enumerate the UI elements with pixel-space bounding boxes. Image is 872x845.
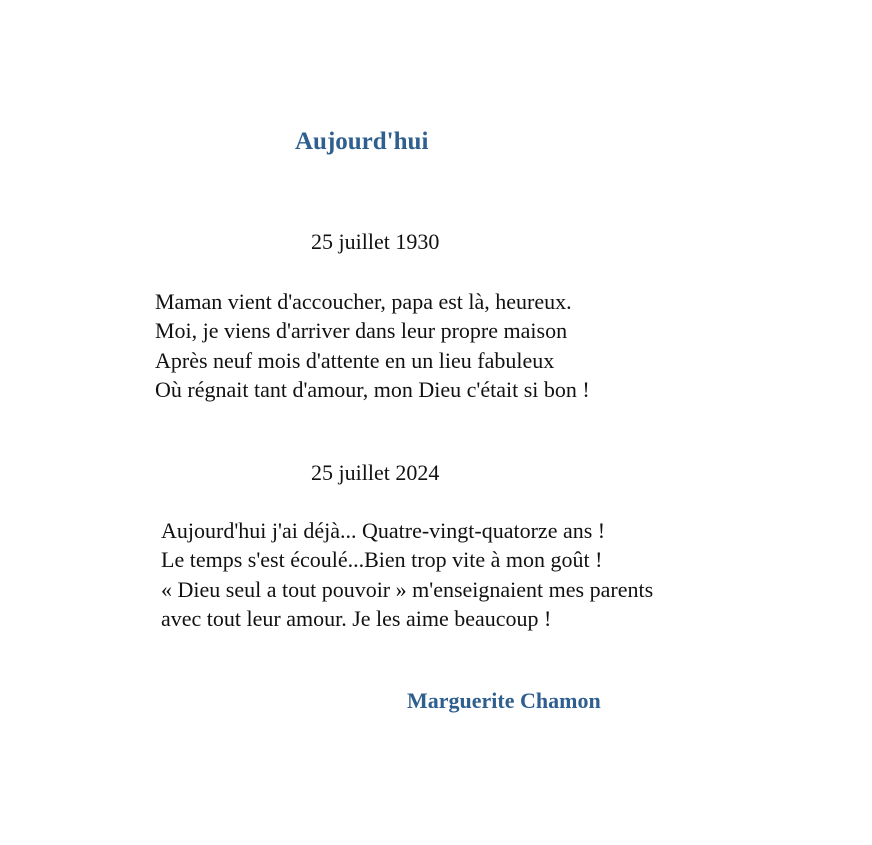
poem-line: Moi, je viens d'arriver dans leur propre maison bbox=[155, 318, 568, 344]
poem-line: Où régnait tant d'amour, mon Dieu c'était si bon ! bbox=[155, 376, 590, 402]
poem-line: Maman vient d'accoucher, papa est là, heureux. bbox=[155, 289, 572, 314]
stanza-1-date: 25 juillet 1930 bbox=[311, 229, 440, 254]
poem-line: Aujourd'hui j'ai déjà... Quatre-vingt-quatorze ans ! bbox=[161, 518, 606, 543]
poem-line: avec tout leur amour. Je les aime beaucoup ! bbox=[161, 605, 552, 631]
stanza-2-date: 25 juillet 2024 bbox=[311, 460, 440, 485]
stanza-2 bbox=[161, 516, 653, 633]
poem-title: Aujourd'hui bbox=[295, 128, 429, 155]
author-signature: Marguerite Chamon bbox=[407, 688, 601, 713]
stanza-1 bbox=[155, 287, 590, 404]
poem-line: « Dieu seul a tout pouvoir » m'enseignaient mes parents bbox=[161, 576, 654, 602]
poem-line: Après neuf mois d'attente en un lieu fabuleux bbox=[155, 347, 555, 373]
poem-line: Le temps s'est écoulé...Bien trop vite à mon goût ! bbox=[161, 547, 603, 573]
